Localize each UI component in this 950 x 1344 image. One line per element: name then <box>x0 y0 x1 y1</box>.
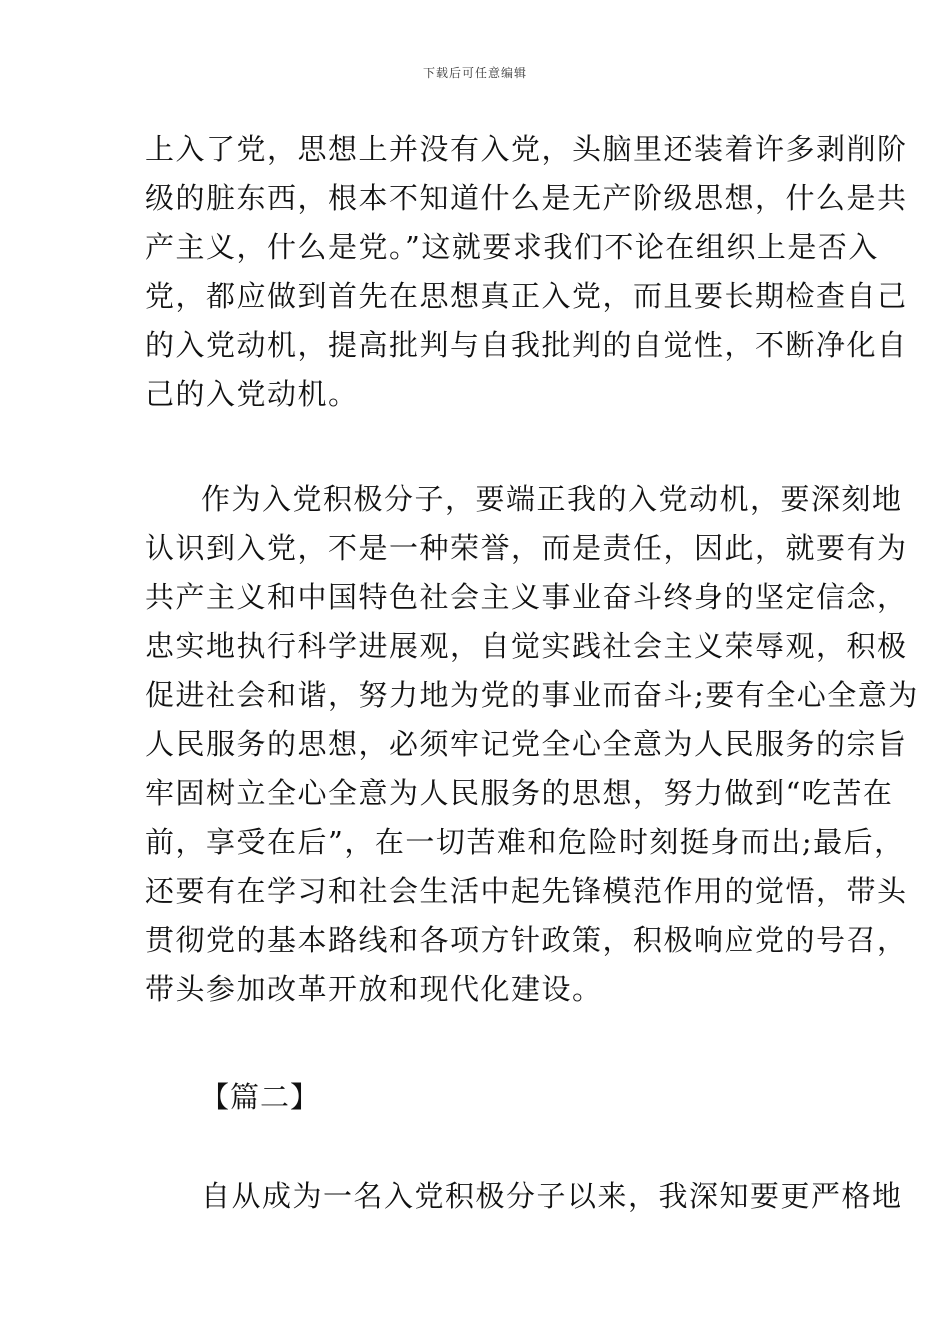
paragraph-line: 自从成为一名入党积极分子以来，我深知要更严格地 <box>201 1179 903 1213</box>
paragraph-line: 贯彻党的基本路线和各项方针政策，积极响应党的号召， <box>145 923 908 957</box>
paragraph-line: 人民服务的思想，必须牢记党全心全意为人民服务的宗旨 <box>145 727 908 761</box>
paragraph-line: 作为入党积极分子，要端正我的入党动机，要深刻地 <box>201 482 903 516</box>
paragraph-line: 带头参加改革开放和现代化建设。 <box>145 972 603 1006</box>
paragraph-line: 己的入党动机。 <box>145 377 359 411</box>
paragraph-line: 党，都应做到首先在思想真正入党，而且要长期检查自己 <box>145 279 908 313</box>
paragraph-line: 促进社会和谐，努力地为党的事业而奋斗;要有全心全意为 <box>145 678 919 712</box>
paragraph-line: 前，享受在后”，在一切苦难和危险时刻挺身而出;最后， <box>145 825 905 859</box>
paragraph-line: 认识到入党，不是一种荣誉，而是责任，因此，就要有为 <box>145 531 908 565</box>
paragraph-1 <box>145 125 908 419</box>
paragraph-line: 还要有在学习和社会生活中起先锋模范作用的觉悟，带头 <box>145 874 908 908</box>
paragraph-line: 的入党动机，提高批判与自我批判的自觉性，不断净化自 <box>145 328 908 362</box>
paragraph-line: 共产主义和中国特色社会主义事业奋斗终身的坚定信念， <box>145 580 908 614</box>
paragraph-line: 级的脏东西，根本不知道什么是无产阶级思想，什么是共 <box>145 181 908 215</box>
paragraph-line: 上入了党，思想上并没有入党，头脑里还装着许多剥削阶 <box>145 132 908 166</box>
header-note: 下载后可任意编辑 <box>422 66 527 80</box>
paragraph-line: 忠实地执行科学进展观，自觉实践社会主义荣辱观，积极 <box>145 629 908 663</box>
paragraph-3 <box>145 1172 903 1221</box>
section-heading: 【篇二】 <box>200 1080 321 1114</box>
paragraph-2 <box>145 475 919 1014</box>
paragraph-line: 产主义，什么是党。”这就要求我们不论在组织上是否入 <box>145 230 879 264</box>
paragraph-line: 牢固树立全心全意为人民服务的思想，努力做到“吃苦在 <box>145 776 894 810</box>
